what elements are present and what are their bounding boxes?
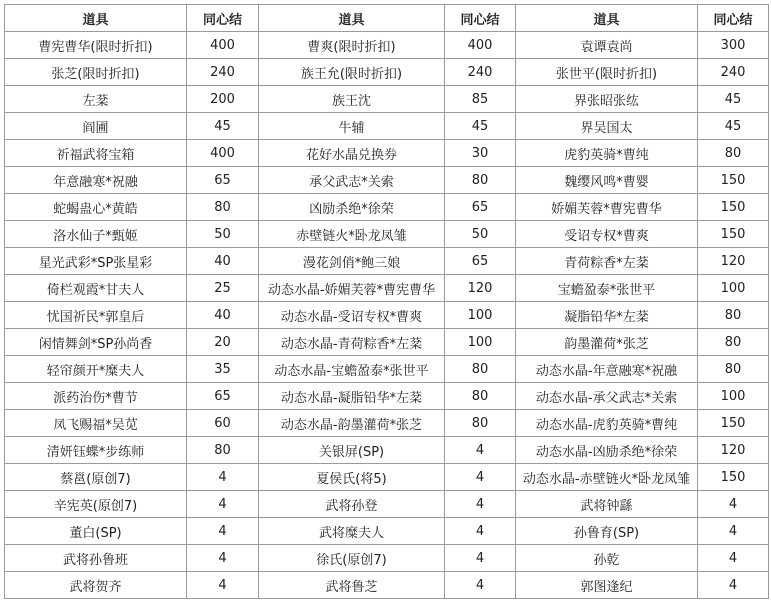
cost-cell: 4 [698, 518, 769, 545]
cost-cell: 4 [445, 437, 516, 464]
table-row [5, 572, 769, 599]
item-cell: 动态水晶-承父武志*关索 [516, 383, 698, 410]
table-body [5, 32, 769, 599]
table-row [5, 140, 769, 167]
item-cell: 郭图逢纪 [516, 572, 698, 599]
cost-cell: 60 [187, 410, 259, 437]
item-cell: 武将贺齐 [5, 572, 187, 599]
exchange-table [4, 4, 769, 599]
cost-cell: 120 [445, 275, 516, 302]
item-cell: 武将孙登 [259, 491, 445, 518]
cost-cell: 80 [445, 356, 516, 383]
table-row [5, 59, 769, 86]
cost-cell: 40 [187, 248, 259, 275]
cost-cell: 4 [187, 572, 259, 599]
cost-cell: 80 [445, 167, 516, 194]
item-cell: 孙鲁育(SP) [516, 518, 698, 545]
header-item-2: 道具 [259, 5, 445, 32]
cost-cell: 45 [698, 113, 769, 140]
table-row [5, 329, 769, 356]
cost-cell: 200 [187, 86, 259, 113]
table-row [5, 113, 769, 140]
item-cell: 忧国祈民*郭皇后 [5, 302, 187, 329]
item-cell: 董白(SP) [5, 518, 187, 545]
item-cell: 魏缨风鸣*曹婴 [516, 167, 698, 194]
item-cell: 娇媚芙蓉*曹宪曹华 [516, 194, 698, 221]
header-cost-1: 同心结 [187, 5, 259, 32]
table-row [5, 383, 769, 410]
cost-cell: 80 [445, 410, 516, 437]
cost-cell: 80 [698, 356, 769, 383]
item-cell: 轻帘颜开*糜夫人 [5, 356, 187, 383]
cost-cell: 4 [187, 518, 259, 545]
item-cell: 清妍钰蝶*步练师 [5, 437, 187, 464]
cost-cell: 45 [698, 86, 769, 113]
table-row [5, 518, 769, 545]
item-cell: 动态水晶-年意融寒*祝融 [516, 356, 698, 383]
table-row [5, 545, 769, 572]
cost-cell: 120 [698, 437, 769, 464]
item-cell: 花好水晶兑换券 [259, 140, 445, 167]
cost-cell: 240 [445, 59, 516, 86]
item-cell: 祈福武将宝箱 [5, 140, 187, 167]
table-row [5, 32, 769, 59]
header-item-3: 道具 [516, 5, 698, 32]
item-cell: 动态水晶-凝脂铅华*左棻 [259, 383, 445, 410]
item-cell: 曹宪曹华(限时折扣) [5, 32, 187, 59]
table-row [5, 356, 769, 383]
cost-cell: 4 [698, 491, 769, 518]
cost-cell: 65 [187, 383, 259, 410]
item-cell: 张芝(限时折扣) [5, 59, 187, 86]
item-cell: 关银屏(SP) [259, 437, 445, 464]
item-cell: 牛辅 [259, 113, 445, 140]
item-cell: 凶励杀绝*徐荣 [259, 194, 445, 221]
item-cell: 派药治伤*曹节 [5, 383, 187, 410]
item-cell: 星光武彩*SP张星彩 [5, 248, 187, 275]
header-cost-3: 同心结 [698, 5, 769, 32]
item-cell: 凤飞赐福*吴苋 [5, 410, 187, 437]
item-cell: 韵墨灌荷*张芝 [516, 329, 698, 356]
cost-cell: 4 [445, 572, 516, 599]
cost-cell: 150 [698, 410, 769, 437]
item-cell: 袁谭袁尚 [516, 32, 698, 59]
item-cell: 武将鲁芝 [259, 572, 445, 599]
cost-cell: 400 [187, 140, 259, 167]
table-row [5, 464, 769, 491]
item-cell: 夏侯氏(将5) [259, 464, 445, 491]
item-cell: 凝脂铅华*左棻 [516, 302, 698, 329]
item-cell: 闲情舞剑*SP孙尚香 [5, 329, 187, 356]
item-cell: 漫花剑俏*鲍三娘 [259, 248, 445, 275]
cost-cell: 45 [187, 113, 259, 140]
cost-cell: 400 [187, 32, 259, 59]
item-cell: 年意融寒*祝融 [5, 167, 187, 194]
item-cell: 动态水晶-韵墨灌荷*张芝 [259, 410, 445, 437]
cost-cell: 4 [187, 464, 259, 491]
item-cell: 孙乾 [516, 545, 698, 572]
table-row [5, 302, 769, 329]
cost-cell: 4 [698, 572, 769, 599]
cost-cell: 300 [698, 32, 769, 59]
cost-cell: 45 [445, 113, 516, 140]
cost-cell: 65 [187, 167, 259, 194]
cost-cell: 4 [445, 491, 516, 518]
table-row [5, 410, 769, 437]
cost-cell: 4 [187, 545, 259, 572]
item-cell: 族王允(限时折扣) [259, 59, 445, 86]
cost-cell: 30 [445, 140, 516, 167]
item-cell: 动态水晶-凶励杀绝*徐荣 [516, 437, 698, 464]
item-cell: 动态水晶-虎豹英骑*曹纯 [516, 410, 698, 437]
item-cell: 动态水晶-宝蟾盈泰*张世平 [259, 356, 445, 383]
item-cell: 动态水晶-受诏专权*曹爽 [259, 302, 445, 329]
item-cell: 受诏专权*曹爽 [516, 221, 698, 248]
item-cell: 青荷粽香*左棻 [516, 248, 698, 275]
cost-cell: 400 [445, 32, 516, 59]
item-cell: 虎豹英骑*曹纯 [516, 140, 698, 167]
item-cell: 倚栏观霞*甘夫人 [5, 275, 187, 302]
cost-cell: 4 [445, 545, 516, 572]
item-cell: 动态水晶-青荷粽香*左棻 [259, 329, 445, 356]
item-cell: 界张昭张纮 [516, 86, 698, 113]
cost-cell: 4 [445, 518, 516, 545]
item-cell: 武将钟繇 [516, 491, 698, 518]
cost-cell: 65 [445, 194, 516, 221]
cost-cell: 40 [187, 302, 259, 329]
cost-cell: 100 [445, 329, 516, 356]
item-cell: 族王沈 [259, 86, 445, 113]
item-cell: 赤壁链火*卧龙凤雏 [259, 221, 445, 248]
item-cell: 张世平(限时折扣) [516, 59, 698, 86]
cost-cell: 240 [698, 59, 769, 86]
cost-cell: 80 [698, 329, 769, 356]
table-row [5, 275, 769, 302]
cost-cell: 4 [445, 464, 516, 491]
cost-cell: 100 [698, 383, 769, 410]
cost-cell: 80 [698, 302, 769, 329]
cost-cell: 150 [698, 464, 769, 491]
table-row [5, 248, 769, 275]
cost-cell: 150 [698, 167, 769, 194]
item-cell: 武将糜夫人 [259, 518, 445, 545]
item-cell: 曹爽(限时折扣) [259, 32, 445, 59]
cost-cell: 85 [445, 86, 516, 113]
cost-cell: 150 [698, 194, 769, 221]
cost-cell: 20 [187, 329, 259, 356]
item-cell: 承父武志*关索 [259, 167, 445, 194]
table-row [5, 221, 769, 248]
table-row [5, 491, 769, 518]
cost-cell: 35 [187, 356, 259, 383]
header-cost-2: 同心结 [445, 5, 516, 32]
cost-cell: 240 [187, 59, 259, 86]
cost-cell: 65 [445, 248, 516, 275]
cost-cell: 4 [698, 545, 769, 572]
item-cell: 界吴国太 [516, 113, 698, 140]
cost-cell: 150 [698, 221, 769, 248]
cost-cell: 100 [445, 302, 516, 329]
cost-cell: 80 [698, 140, 769, 167]
cost-cell: 100 [698, 275, 769, 302]
item-cell: 动态水晶-赤壁链火*卧龙凤雏 [516, 464, 698, 491]
cost-cell: 50 [187, 221, 259, 248]
item-cell: 武将孙鲁班 [5, 545, 187, 572]
item-cell: 徐氏(原创7) [259, 545, 445, 572]
table-row [5, 194, 769, 221]
cost-cell: 80 [187, 437, 259, 464]
cost-cell: 80 [445, 383, 516, 410]
item-cell: 蔡邕(原创7) [5, 464, 187, 491]
table-row [5, 167, 769, 194]
item-cell: 阎圃 [5, 113, 187, 140]
item-cell: 动态水晶-娇媚芙蓉*曹宪曹华 [259, 275, 445, 302]
item-cell: 左棻 [5, 86, 187, 113]
table-row [5, 437, 769, 464]
cost-cell: 80 [187, 194, 259, 221]
cost-cell: 4 [187, 491, 259, 518]
table-row [5, 86, 769, 113]
header-row [5, 5, 769, 32]
cost-cell: 50 [445, 221, 516, 248]
item-cell: 宝蟾盈泰*张世平 [516, 275, 698, 302]
item-cell: 辛宪英(原创7) [5, 491, 187, 518]
item-cell: 蛇蝎蛊心*黄皓 [5, 194, 187, 221]
cost-cell: 120 [698, 248, 769, 275]
header-item-1: 道具 [5, 5, 187, 32]
cost-cell: 25 [187, 275, 259, 302]
item-cell: 洛水仙子*甄姬 [5, 221, 187, 248]
